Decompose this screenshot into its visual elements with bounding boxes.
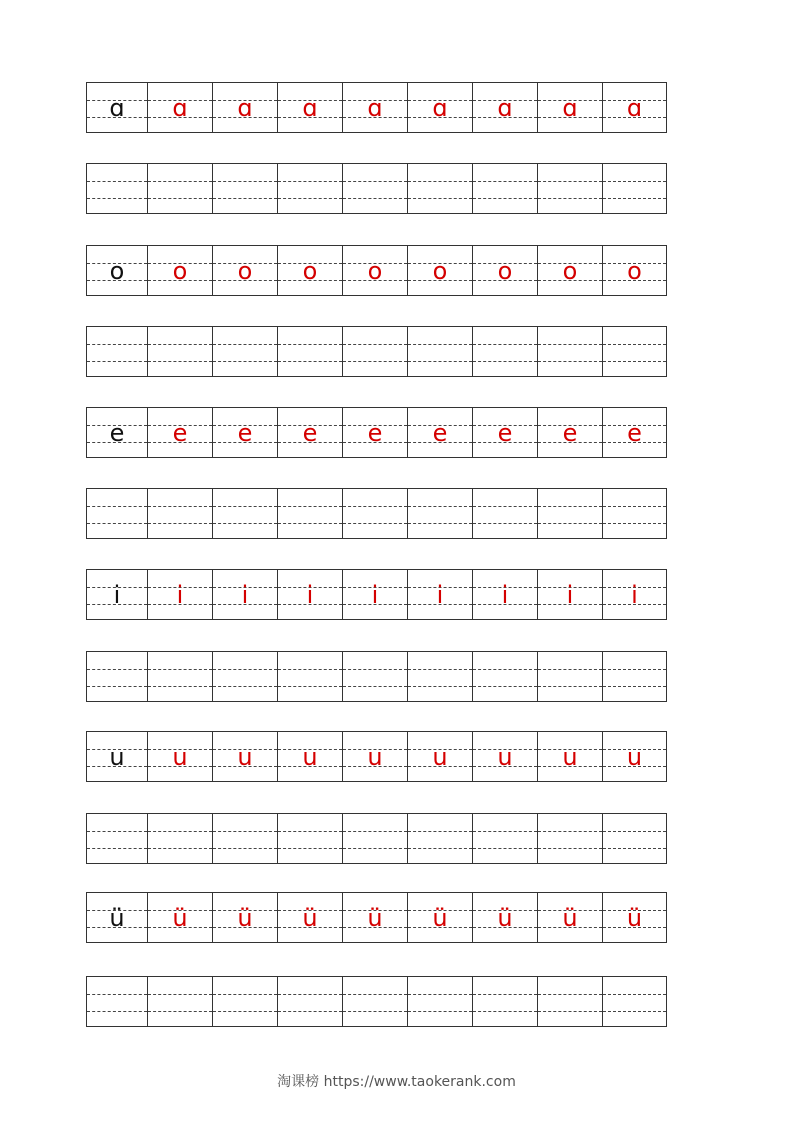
guide-line (278, 994, 342, 995)
guide-line (278, 1011, 342, 1012)
guide-line (408, 994, 472, 995)
blank-cell (147, 489, 212, 538)
blank-cell (212, 327, 277, 376)
trace-letter: u (562, 742, 578, 771)
blank-cell (212, 652, 277, 701)
trace-cell (277, 83, 342, 132)
blank-cell (537, 327, 602, 376)
guide-line (538, 1011, 602, 1012)
trace-letter: u (497, 742, 513, 771)
trace-cell (537, 83, 602, 132)
letter-row (86, 892, 667, 943)
trace-letter: i (566, 580, 574, 609)
guide-line (87, 523, 147, 524)
trace-letter: o (172, 256, 188, 285)
trace-letter: u (172, 742, 188, 771)
blank-cell (602, 164, 667, 213)
trace-cell (212, 246, 277, 295)
blank-cell (277, 327, 342, 376)
blank-cell (407, 327, 472, 376)
trace-letter: o (497, 256, 513, 285)
guide-line (343, 831, 407, 832)
trace-cell (537, 732, 602, 781)
guide-line (408, 344, 472, 345)
blank-cell (537, 977, 602, 1026)
blank-cell (212, 489, 277, 538)
trace-cell (472, 246, 537, 295)
letter-row (86, 407, 667, 458)
guide-line (87, 506, 147, 507)
guide-line (473, 831, 537, 832)
guide-line (343, 1011, 407, 1012)
trace-letter: o (627, 256, 642, 285)
trace-cell (212, 570, 277, 619)
blank-cell (86, 814, 147, 863)
guide-line (87, 994, 147, 995)
blank-cell (86, 327, 147, 376)
guide-line (343, 669, 407, 670)
letter-row (86, 245, 667, 296)
model-cell (86, 246, 147, 295)
trace-cell (212, 408, 277, 457)
guide-line (603, 344, 666, 345)
guide-line (473, 669, 537, 670)
trace-letter: ɑ (302, 93, 318, 122)
guide-line (603, 848, 666, 849)
guide-line (408, 198, 472, 199)
trace-letter: ü (497, 903, 513, 932)
guide-line (538, 523, 602, 524)
guide-line (473, 198, 537, 199)
trace-cell (212, 83, 277, 132)
trace-letter: i (306, 580, 314, 609)
guide-line (473, 361, 537, 362)
guide-line (473, 506, 537, 507)
guide-line (148, 669, 212, 670)
practice-row (86, 488, 667, 539)
guide-line (213, 523, 277, 524)
blank-cell (472, 327, 537, 376)
guide-line (408, 831, 472, 832)
blank-cell (342, 814, 407, 863)
guide-line (473, 344, 537, 345)
guide-line (603, 994, 666, 995)
guide-line (603, 198, 666, 199)
blank-cell (277, 652, 342, 701)
practice-row (86, 651, 667, 702)
guide-line (148, 361, 212, 362)
guide-line (538, 686, 602, 687)
trace-cell (602, 732, 667, 781)
model-cell (86, 83, 147, 132)
trace-cell (407, 83, 472, 132)
guide-line (408, 686, 472, 687)
practice-row (86, 163, 667, 214)
blank-cell (86, 652, 147, 701)
trace-letter: u (626, 742, 643, 771)
guide-line (87, 1011, 147, 1012)
guide-line (343, 181, 407, 182)
guide-line (603, 1011, 666, 1012)
guide-line (213, 181, 277, 182)
guide-line (473, 1011, 537, 1012)
guide-line (603, 361, 666, 362)
guide-line (538, 994, 602, 995)
practice-row (86, 976, 667, 1027)
trace-cell (277, 246, 342, 295)
guide-line (213, 1011, 277, 1012)
trace-letter: ü (562, 903, 578, 932)
trace-cell (342, 246, 407, 295)
trace-cell (277, 893, 342, 942)
trace-cell (277, 408, 342, 457)
guide-line (603, 669, 666, 670)
guide-line (473, 848, 537, 849)
trace-letter: i (176, 580, 184, 609)
blank-cell (277, 977, 342, 1026)
trace-cell (212, 893, 277, 942)
guide-line (213, 686, 277, 687)
model-cell (86, 570, 147, 619)
trace-letter: ɑ (497, 93, 513, 122)
trace-letter: i (631, 580, 638, 609)
trace-letter: e (497, 418, 513, 447)
model-letter: e (109, 418, 125, 447)
guide-line (278, 669, 342, 670)
trace-cell (407, 246, 472, 295)
trace-letter: o (302, 256, 318, 285)
guide-line (148, 523, 212, 524)
blank-cell (212, 814, 277, 863)
guide-line (473, 994, 537, 995)
trace-letter: o (562, 256, 578, 285)
blank-cell (602, 977, 667, 1026)
guide-line (473, 523, 537, 524)
trace-letter: u (367, 742, 383, 771)
guide-line (408, 361, 472, 362)
guide-line (87, 344, 147, 345)
trace-cell (342, 893, 407, 942)
trace-cell (472, 83, 537, 132)
trace-letter: ü (626, 903, 643, 932)
guide-line (278, 181, 342, 182)
trace-letter: i (371, 580, 379, 609)
guide-line (213, 994, 277, 995)
guide-line (538, 198, 602, 199)
blank-cell (407, 814, 472, 863)
blank-cell (537, 814, 602, 863)
guide-line (603, 181, 666, 182)
trace-letter: ɑ (432, 93, 448, 122)
guide-line (343, 523, 407, 524)
guide-line (148, 686, 212, 687)
blank-cell (147, 164, 212, 213)
blank-cell (277, 164, 342, 213)
guide-line (148, 344, 212, 345)
model-cell (86, 893, 147, 942)
guide-line (213, 361, 277, 362)
guide-line (603, 523, 666, 524)
guide-line (213, 848, 277, 849)
guide-line (343, 198, 407, 199)
trace-letter: u (302, 742, 318, 771)
model-letter: i (113, 580, 121, 609)
guide-line (278, 506, 342, 507)
guide-line (538, 506, 602, 507)
trace-letter: e (237, 418, 253, 447)
trace-letter: e (172, 418, 188, 447)
guide-line (213, 831, 277, 832)
guide-line (408, 506, 472, 507)
trace-letter: e (302, 418, 318, 447)
guide-line (148, 198, 212, 199)
trace-cell (277, 570, 342, 619)
blank-cell (342, 164, 407, 213)
practice-row (86, 813, 667, 864)
guide-line (213, 198, 277, 199)
trace-cell (147, 246, 212, 295)
guide-line (87, 686, 147, 687)
trace-letter: ü (172, 903, 188, 932)
trace-cell (407, 408, 472, 457)
blank-cell (86, 164, 147, 213)
blank-cell (147, 327, 212, 376)
trace-letter: e (562, 418, 578, 447)
guide-line (603, 686, 666, 687)
model-letter: o (109, 256, 125, 285)
trace-letter: ɑ (562, 93, 578, 122)
blank-cell (342, 327, 407, 376)
blank-cell (407, 652, 472, 701)
guide-line (278, 523, 342, 524)
trace-letter: ɑ (237, 93, 253, 122)
trace-letter: i (501, 580, 509, 609)
guide-line (538, 669, 602, 670)
trace-cell (147, 732, 212, 781)
guide-line (87, 848, 147, 849)
blank-cell (147, 652, 212, 701)
letter-row (86, 569, 667, 620)
guide-line (538, 181, 602, 182)
guide-line (213, 506, 277, 507)
trace-letter: o (367, 256, 383, 285)
blank-cell (537, 164, 602, 213)
trace-cell (472, 732, 537, 781)
letter-row (86, 731, 667, 782)
guide-line (473, 686, 537, 687)
blank-cell (212, 977, 277, 1026)
guide-line (343, 686, 407, 687)
guide-line (343, 344, 407, 345)
blank-cell (212, 164, 277, 213)
footer-watermark: 淘课榜 https://www.taokerank.com (277, 1074, 516, 1090)
trace-letter: e (367, 418, 383, 447)
guide-line (278, 361, 342, 362)
guide-line (148, 1011, 212, 1012)
trace-letter: ü (432, 903, 448, 932)
blank-cell (537, 652, 602, 701)
trace-cell (602, 893, 667, 942)
guide-line (278, 686, 342, 687)
trace-cell (342, 83, 407, 132)
guide-line (408, 669, 472, 670)
guide-line (343, 361, 407, 362)
guide-line (538, 361, 602, 362)
trace-cell (472, 570, 537, 619)
trace-cell (277, 732, 342, 781)
guide-line (408, 181, 472, 182)
trace-letter: ü (367, 903, 383, 932)
blank-cell (147, 977, 212, 1026)
guide-line (408, 523, 472, 524)
blank-cell (472, 814, 537, 863)
trace-letter: ɑ (367, 93, 383, 122)
trace-cell (537, 893, 602, 942)
trace-cell (602, 83, 667, 132)
guide-line (148, 831, 212, 832)
trace-letter: ɑ (172, 93, 188, 122)
guide-line (213, 669, 277, 670)
trace-cell (537, 408, 602, 457)
trace-cell (472, 893, 537, 942)
guide-line (278, 848, 342, 849)
guide-line (213, 344, 277, 345)
guide-line (148, 848, 212, 849)
trace-letter: e (627, 418, 642, 447)
trace-cell (407, 893, 472, 942)
guide-line (148, 506, 212, 507)
model-letter: u (109, 742, 125, 771)
guide-line (408, 848, 472, 849)
blank-cell (602, 814, 667, 863)
blank-cell (407, 977, 472, 1026)
trace-cell (342, 408, 407, 457)
trace-letter: o (432, 256, 448, 285)
trace-cell (147, 83, 212, 132)
trace-letter: u (432, 742, 448, 771)
guide-line (473, 181, 537, 182)
blank-cell (407, 489, 472, 538)
trace-cell (147, 893, 212, 942)
guide-line (87, 198, 147, 199)
guide-line (87, 669, 147, 670)
trace-letter: ü (237, 903, 253, 932)
trace-cell (342, 570, 407, 619)
trace-letter: e (432, 418, 448, 447)
guide-line (148, 181, 212, 182)
guide-line (148, 994, 212, 995)
trace-letter: u (237, 742, 253, 771)
model-letter: ü (109, 903, 125, 932)
trace-cell (602, 408, 667, 457)
trace-cell (147, 408, 212, 457)
blank-cell (342, 652, 407, 701)
guide-line (278, 198, 342, 199)
guide-line (278, 831, 342, 832)
trace-cell (147, 570, 212, 619)
blank-cell (472, 489, 537, 538)
blank-cell (86, 489, 147, 538)
trace-cell (407, 570, 472, 619)
trace-cell (537, 246, 602, 295)
guide-line (603, 506, 666, 507)
blank-cell (407, 164, 472, 213)
blank-cell (602, 652, 667, 701)
blank-cell (342, 489, 407, 538)
guide-line (343, 506, 407, 507)
blank-cell (86, 977, 147, 1026)
trace-cell (212, 732, 277, 781)
blank-cell (472, 977, 537, 1026)
model-cell (86, 408, 147, 457)
trace-cell (602, 246, 667, 295)
practice-row (86, 326, 667, 377)
trace-letter: i (436, 580, 444, 609)
guide-line (278, 344, 342, 345)
trace-cell (472, 408, 537, 457)
blank-cell (147, 814, 212, 863)
trace-letter: o (237, 256, 253, 285)
trace-cell (602, 570, 667, 619)
guide-line (87, 181, 147, 182)
guide-line (343, 994, 407, 995)
trace-letter: ü (302, 903, 318, 932)
blank-cell (537, 489, 602, 538)
trace-letter: i (241, 580, 249, 609)
guide-line (538, 848, 602, 849)
letter-row (86, 82, 667, 133)
trace-cell (407, 732, 472, 781)
trace-cell (342, 732, 407, 781)
guide-line (603, 831, 666, 832)
blank-cell (472, 164, 537, 213)
guide-line (408, 1011, 472, 1012)
model-cell (86, 732, 147, 781)
guide-line (87, 361, 147, 362)
trace-cell (537, 570, 602, 619)
blank-cell (602, 489, 667, 538)
model-letter: ɑ (109, 93, 125, 122)
guide-line (538, 344, 602, 345)
blank-cell (277, 814, 342, 863)
blank-cell (277, 489, 342, 538)
guide-line (343, 848, 407, 849)
trace-letter: ɑ (626, 93, 643, 122)
guide-line (87, 831, 147, 832)
blank-cell (342, 977, 407, 1026)
blank-cell (472, 652, 537, 701)
guide-line (538, 831, 602, 832)
blank-cell (602, 327, 667, 376)
